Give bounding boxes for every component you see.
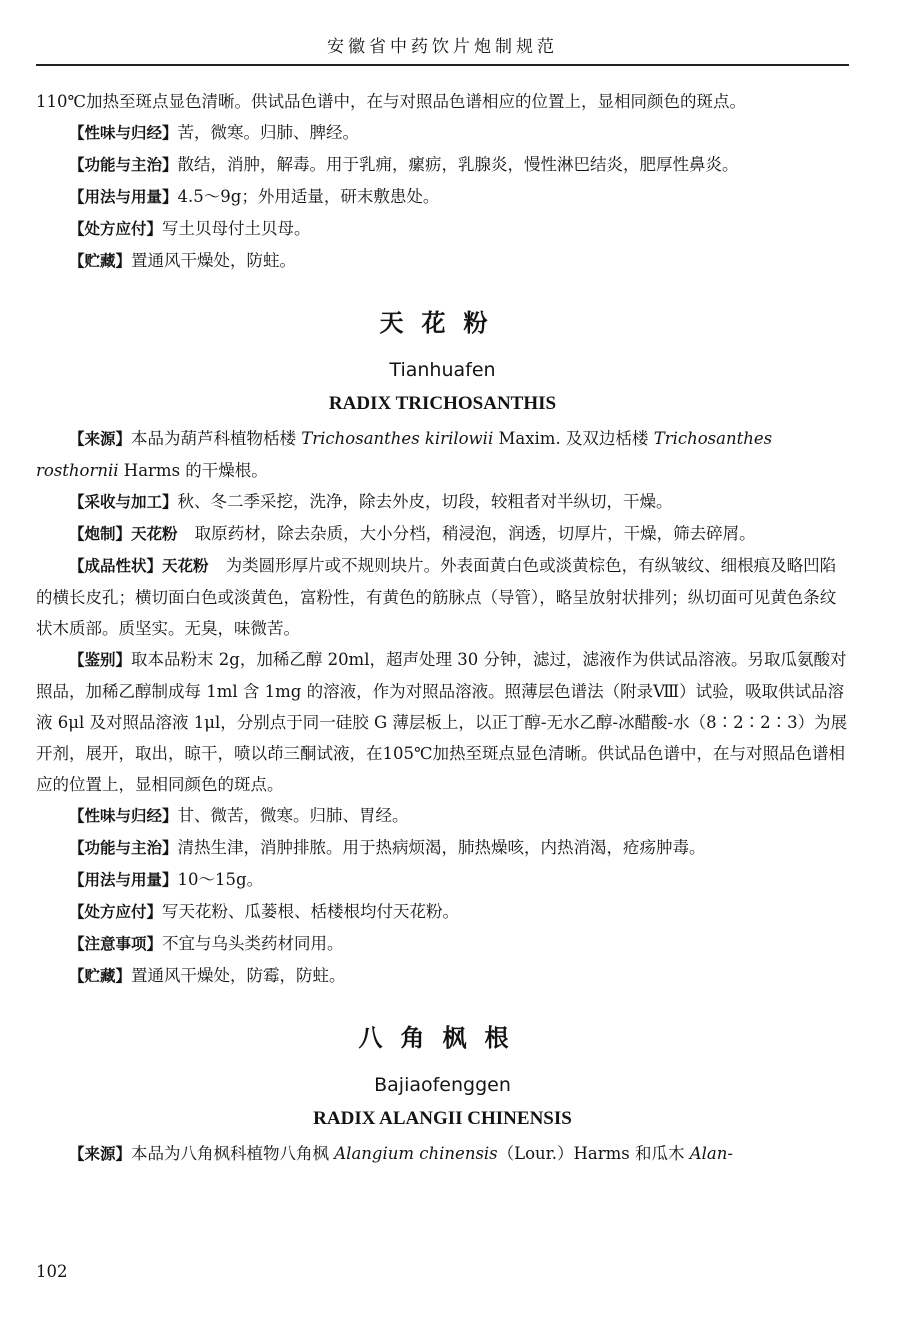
section-text: （Lour.）Harms 和瓜木 — [497, 1144, 690, 1163]
section-text: 写土贝母付土贝母。 — [162, 219, 311, 238]
running-header-title: 安徽省中药饮片炮制规范 — [327, 37, 558, 57]
thf-zhuyi — [36, 928, 849, 960]
herb-latin-bajiaofenggen: RADIX ALANGII CHINENSIS — [313, 1108, 572, 1129]
species-name: Alan- — [689, 1144, 733, 1163]
section-text: 清热生津，消肿排脓。用于热病烦渴，肺热燥咳，内热消渴，疮疡肿毒。 — [177, 838, 706, 857]
section-sublabel: 天花粉 — [162, 557, 209, 575]
section-label: 【处方应付】 — [69, 903, 163, 921]
prev-chufang — [36, 213, 849, 245]
section-label: 【功能与主治】 — [69, 156, 178, 174]
section-label: 【性味与归经】 — [69, 807, 178, 825]
herb-pinyin-tianhuafen: Tianhuafen — [389, 359, 496, 381]
species-name: Trichosanthes rosthornii — [36, 429, 773, 480]
section-label: 【处方应付】 — [69, 220, 163, 238]
thf-jianbie — [36, 644, 849, 800]
thf-xingzhuang — [36, 550, 849, 644]
thf-yongfa — [36, 864, 849, 896]
thf-caishou — [36, 486, 849, 518]
prev-gongneng — [36, 149, 849, 181]
bjfg-laiyuan — [36, 1138, 849, 1170]
prev-zhucang — [36, 245, 849, 277]
prev-yongfa — [36, 181, 849, 213]
species-name: Alangium chinensis — [334, 1144, 498, 1163]
page-number: 102 — [36, 1262, 68, 1281]
continued-paragraph: 110℃加热至斑点显色清晰。供试品色谱中，在与对照品色谱相应的位置上，显相同颜色的斑点。 — [36, 92, 746, 111]
section-label: 【性味与归经】 — [69, 124, 178, 142]
section-label: 【采收与加工】 — [69, 493, 178, 511]
section-label: 【用法与用量】 — [69, 188, 178, 206]
thf-laiyuan — [36, 423, 849, 486]
section-text: 置通风干燥处，防蛀。 — [131, 251, 297, 270]
page-content — [36, 86, 849, 1170]
section-label: 【鉴别】 — [69, 651, 132, 669]
section-text: 苦，微寒。归肺、脾经。 — [177, 123, 360, 142]
section-text: 写天花粉、瓜蒌根、栝楼根均付天花粉。 — [162, 902, 460, 921]
section-text: 4.5～9g；外用适量，研末敷患处。 — [177, 187, 440, 206]
thf-xingwei — [36, 800, 849, 832]
section-label: 【成品性状】 — [69, 557, 163, 575]
section-text: 取本品粉末 2g，加稀乙醇 20ml，超声处理 30 分钟，滤过，滤液作为供试品溶液。另取瓜氨酸对照品，加稀乙醇制成每 1ml 含 1mg 的溶液，作为对照品溶液。照薄层色谱法（附录Ⅷ）试验，吸取供试品溶液 6μl 及对照品溶液 1μl，分别点于同一硅胶 G 薄层板上，以正丁醇-无水乙醇-冰醋酸-水（8∶2∶2∶3）为展开剂，展开，取出，晾干，喷以茚三酮试液，在105℃加热至斑点显色清晰。供试品色谱中，在与对照品色谱相应的位置上，显相同颜色的斑点。 — [36, 650, 848, 794]
section-label: 【贮藏】 — [69, 252, 132, 270]
herb-title-tianhuafen: 天花粉 — [379, 309, 506, 337]
section-label: 【来源】 — [69, 1145, 132, 1163]
prev-xingwei — [36, 117, 849, 149]
herb-latin-tianhuafen: RADIX TRICHOSANTHIS — [328, 393, 557, 414]
thf-gongneng — [36, 832, 849, 864]
section-label: 【功能与主治】 — [69, 839, 178, 857]
section-text: Harms 的干燥根。 — [118, 461, 268, 480]
section-text: 甘、微苦，微寒。归肺、胃经。 — [177, 806, 409, 825]
section-label: 【贮藏】 — [69, 967, 132, 985]
section-text: 本品为葫芦科植物栝楼 — [131, 429, 302, 448]
thf-zhucang — [36, 960, 849, 992]
section-text: 10～15g。 — [177, 870, 264, 889]
running-header — [36, 30, 849, 66]
section-text: 置通风干燥处，防霉，防蛀。 — [131, 966, 346, 985]
section-label: 【注意事项】 — [69, 935, 163, 953]
section-label: 【来源】 — [69, 430, 132, 448]
section-text: 为类圆形厚片或不规则块片。外表面黄白色或淡黄棕色，有纵皱纹、细根痕及略凹陷的横长皮孔；横切面白色或淡黄色，富粉性，有黄色的筋脉点（导管），略呈放射状排列；纵切面可见黄色条纹状木质部。质坚实。无臭，味微苦。 — [36, 556, 837, 638]
section-label: 【用法与用量】 — [69, 871, 178, 889]
thf-paozhi — [36, 518, 849, 550]
section-sublabel: 天花粉 — [131, 525, 178, 543]
section-text: 散结，消肿，解毒。用于乳痈，瘰疬，乳腺炎，慢性淋巴结炎，肥厚性鼻炎。 — [177, 155, 739, 174]
thf-chufang — [36, 896, 849, 928]
section-text: 本品为八角枫科植物八角枫 — [131, 1144, 335, 1163]
species-name: Trichosanthes kirilowii — [301, 429, 494, 448]
herb-title-bajiaofenggen: 八角枫根 — [358, 1024, 527, 1052]
herb-pinyin-bajiaofenggen: Bajiaofenggen — [374, 1074, 511, 1096]
section-text: 取原药材，除去杂质，大小分档，稍浸泡，润透，切厚片，干燥，筛去碎屑。 — [194, 524, 756, 543]
section-label: 【炮制】 — [69, 525, 132, 543]
section-text: 秋、冬二季采挖，洗净，除去外皮，切段，较粗者对半纵切，干燥。 — [177, 492, 673, 511]
section-text: 不宜与乌头类药材同用。 — [162, 934, 344, 953]
section-text: Maxim. 及双边栝楼 — [493, 429, 654, 448]
